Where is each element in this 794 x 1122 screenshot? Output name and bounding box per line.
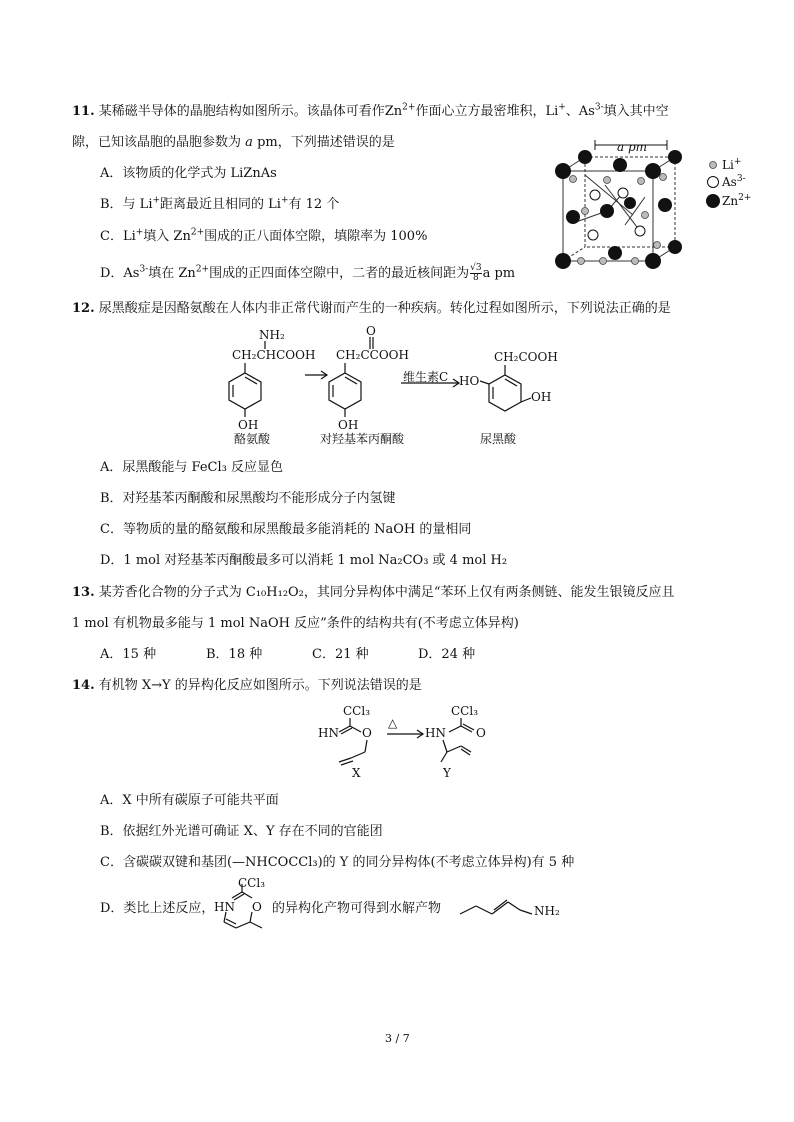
q12-option-d: D．1 mol 对羟基苯丙酮酸最多可以消耗 1 mol Na₂CO₃ 或 4 mol H₂ bbox=[100, 553, 508, 568]
q13-stem-line1 bbox=[72, 584, 675, 602]
q14-option-d-a: D．类比上述反应， bbox=[100, 901, 215, 916]
q13-stem1: 某芳香化合物的分子式为 C₁₀H₁₂O₂，其同分异构体中满足“苯环上仅有两条侧链、能发生银镜反应且 bbox=[98, 585, 675, 600]
legend-li-sup: + bbox=[733, 157, 742, 167]
q14-option-b: B．依据红外光谱可确证 X、Y 存在不同的官能团 bbox=[100, 824, 383, 839]
q11-optb-sup1: + bbox=[152, 195, 161, 206]
q13-option-b: B．18 种 bbox=[206, 647, 263, 662]
q12-mol1-nh2: NH₂ bbox=[259, 328, 285, 342]
q14-stem bbox=[72, 677, 422, 695]
q11-option-c bbox=[100, 228, 427, 246]
q14-d-o: O bbox=[252, 900, 262, 914]
legend-as-sup: 3- bbox=[736, 174, 746, 184]
q14-x-ccl3: CCl₃ bbox=[343, 704, 371, 718]
q12-option-c: C．等物质的量的酪氨酸和尿黑酸最多能消耗的 NaOH 的量相同 bbox=[100, 522, 472, 537]
q13-number: 13. bbox=[72, 585, 95, 600]
q14-number: 14. bbox=[72, 678, 95, 693]
legend-zn-sup: 2+ bbox=[738, 193, 752, 203]
q11-sup-as: 3- bbox=[594, 102, 604, 113]
q11-sup-zn: 2+ bbox=[402, 102, 416, 113]
q12-mol3-oh: OH bbox=[531, 390, 552, 404]
q14-x-o: O bbox=[362, 726, 372, 740]
q11-optc-b: 填入 Zn bbox=[143, 229, 191, 244]
q11-stem-line2-tail: pm，下列描述错误的是 bbox=[257, 135, 395, 150]
q11-stem-c: 、As bbox=[565, 104, 595, 119]
q11-option-b bbox=[100, 196, 339, 214]
q11-optb-c: 有 12 个 bbox=[288, 197, 340, 212]
q11-optd-sup2: 2+ bbox=[195, 264, 210, 275]
q12-mol3-ho: HO bbox=[459, 374, 480, 388]
q11-optd-c: 围成的正四面体空隙中，二者的最近核间距为 bbox=[209, 266, 470, 281]
legend-zn-name: Zn bbox=[722, 194, 739, 208]
q11-sup-li: + bbox=[558, 102, 566, 113]
q11-stem-b: 作面心立方最密堆积，Li bbox=[415, 104, 559, 119]
q12-option-a: A．尿黑酸能与 FeCl₃ 反应显色 bbox=[100, 460, 283, 475]
q12-mol2-chain: CH₂CCOOH bbox=[336, 348, 409, 362]
q11-stem-a: 某稀磁半导体的晶胞结构如图所示。该晶体可看作Zn bbox=[98, 104, 403, 119]
q12-mol1-oh: OH bbox=[238, 418, 259, 432]
q12-stem bbox=[72, 300, 671, 318]
q14-hydrolysis-product bbox=[458, 892, 536, 922]
q11-stem-line2 bbox=[72, 134, 395, 152]
q14-d-hn: HN bbox=[214, 900, 235, 914]
q11-optb-a: B．与 Li bbox=[100, 197, 153, 212]
q12-stem-text: 尿黑酸症是因酪氨酸在人体内非正常代谢而产生的一种疾病。转化过程如图所示，下列说法正确的是 bbox=[98, 301, 671, 316]
q12-mol2-name: 对羟基苯丙酮酸 bbox=[320, 432, 405, 446]
q14-stem-text: 有机物 X→Y 的异构化反应如图所示。下列说法错误的是 bbox=[98, 678, 422, 693]
q13-option-d: D．24 种 bbox=[418, 647, 476, 662]
q12-option-b: B．对羟基苯丙酮酸和尿黑酸均不能形成分子内氢键 bbox=[100, 491, 396, 506]
q12-mol3-chain: CH₂COOH bbox=[494, 350, 558, 364]
q11-optd-sup1: 3- bbox=[139, 264, 149, 275]
q13-option-c: C．21 种 bbox=[312, 647, 369, 662]
crystal-cell-dimension-label: a pm bbox=[617, 140, 648, 154]
q13-option-a: A．15 种 bbox=[100, 647, 157, 662]
q14-y-ccl3: CCl₃ bbox=[451, 704, 479, 718]
q11-optd-fraction bbox=[470, 264, 481, 283]
q14-option-a: A．X 中所有碳原子可能共平面 bbox=[100, 793, 279, 808]
legend-li-name: Li bbox=[722, 158, 734, 172]
q12-mol3-name: 尿黑酸 bbox=[480, 432, 517, 446]
q14-y-hn: HN bbox=[425, 726, 446, 740]
legend-li bbox=[722, 158, 741, 172]
q14-nh2: NH₂ bbox=[534, 904, 560, 918]
q12-mol2-oh: OH bbox=[338, 418, 359, 432]
q11-optc-a: C．Li bbox=[100, 229, 136, 244]
legend-zn bbox=[722, 194, 751, 208]
q11-optb-b: 距离最近且相同的 Li bbox=[160, 197, 281, 212]
q11-optd-b: 填在 Zn bbox=[148, 266, 196, 281]
legend-as-name: As bbox=[722, 175, 737, 189]
q14-label-x: X bbox=[352, 766, 361, 780]
q11-number: 11. bbox=[72, 104, 95, 119]
q11-option-d bbox=[100, 264, 515, 283]
q14-arrow-label: △ bbox=[388, 716, 398, 730]
q11-option-a: A．该物质的化学式为 LiZnAs bbox=[100, 166, 277, 181]
q14-option-c: C．含碳碳双键和基团(—NHCOCCl₃)的 Y 的同分异构体(不考虑立体异构)有 5 种 bbox=[100, 855, 575, 870]
q11-optd-denominator: 8 bbox=[472, 273, 479, 283]
q14-d-ccl3: CCl₃ bbox=[238, 876, 266, 890]
page-number: 3 / 7 bbox=[385, 1032, 410, 1045]
q11-optb-sup2: + bbox=[280, 195, 289, 206]
q11-stem-var: a bbox=[245, 135, 253, 150]
legend-as bbox=[722, 175, 746, 189]
q12-arrow-label: 维生素C bbox=[403, 370, 449, 384]
q11-optc-c: 围成的正八面体空隙，填隙率为 100% bbox=[204, 229, 428, 244]
q11-stem-line2-text: 隙，已知该晶胞的晶胞参数为 bbox=[72, 135, 242, 150]
q11-optd-numerator: √3 bbox=[470, 263, 482, 273]
q12-number: 12. bbox=[72, 301, 95, 316]
q12-reaction-scheme bbox=[215, 325, 585, 445]
q11-optd-d: a pm bbox=[482, 266, 516, 281]
q14-x-hn: HN bbox=[318, 726, 339, 740]
q14-option-d-b: 的异构化产物可得到水解产物 bbox=[272, 901, 442, 916]
q12-mol2-o: O bbox=[366, 324, 376, 338]
q11-optc-sup1: + bbox=[135, 227, 144, 238]
q12-mol1-chain: CH₂CHCOOH bbox=[232, 348, 316, 362]
q11-stem-line1 bbox=[72, 103, 669, 121]
q11-optc-sup2: 2+ bbox=[190, 227, 205, 238]
q12-mol1-name: 酪氨酸 bbox=[234, 432, 271, 446]
q14-y-o: O bbox=[476, 726, 486, 740]
q13-stem-line2: 1 mol 有机物最多能与 1 mol NaOH 反应”条件的结构共有(不考虑立体异构) bbox=[72, 616, 519, 631]
q14-label-y: Y bbox=[443, 766, 451, 780]
q11-stem-d: 填入其中空 bbox=[603, 104, 669, 119]
q11-optd-a: D．As bbox=[100, 266, 140, 281]
